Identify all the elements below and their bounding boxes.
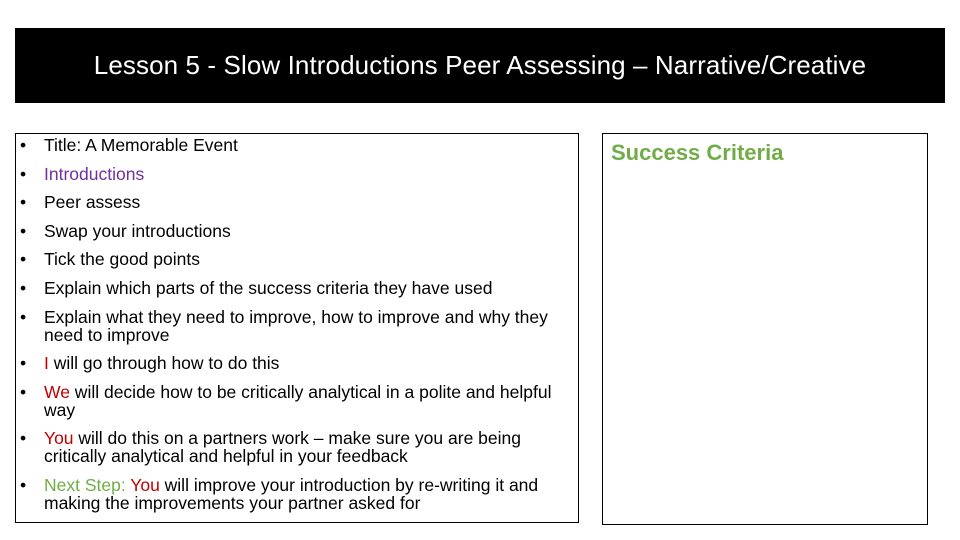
slide-title: Lesson 5 - Slow Introductions Peer Assessing – Narrative/Creative [93,50,867,80]
bullet-icon: • [20,277,27,298]
list-item-text: Tick the good points [44,249,200,270]
list-item-lead: You [130,474,160,495]
bullet-icon: • [20,428,27,449]
list-item-text: Introductions [44,163,145,184]
list-item [16,136,576,154]
bullet-icon: • [20,135,27,155]
list-item [16,383,576,419]
list-item [16,165,576,183]
lesson-steps-box [15,133,579,523]
list-item [16,279,576,297]
list-item-lead: I [44,353,49,374]
list-item-text: will improve your introduction by re-writing it and making the improvements your partner asked for [44,474,539,513]
list-item [16,250,576,268]
success-criteria-title: Success Criteria [611,140,784,165]
bullet-icon: • [20,381,27,402]
lesson-steps-list [16,136,576,523]
title-bar [15,28,945,103]
list-item [16,476,576,512]
list-item-lead-next-step: Next Step: [44,474,131,495]
list-item [16,193,576,211]
bullet-icon: • [20,474,27,495]
list-item-text: will decide how to be critically analytical in a polite and helpful way [44,381,552,420]
bullet-icon: • [20,353,27,374]
bullet-icon: • [20,192,27,213]
success-criteria-box [602,133,928,525]
list-item-text: will go through how to do this [48,353,280,374]
list-item [16,308,576,344]
bullet-icon: • [20,163,27,184]
list-item-text: Title: A Memorable Event [44,135,238,155]
list-item [16,354,576,372]
list-item-lead: You [44,428,74,449]
list-item-text: Peer assess [44,192,141,213]
bullet-icon: • [20,220,27,241]
list-item-text: Explain which parts of the success criteria they have used [44,277,493,298]
bullet-icon: • [20,249,27,270]
list-item-text: Explain what they need to improve, how to improve and why they need to improve [44,306,548,345]
list-item [16,429,576,465]
list-item-lead: We [44,381,70,402]
list-item [16,222,576,240]
list-item-text: will do this on a partners work – make sure you are being critically analytical and helpful in your feedback [44,428,521,467]
list-item-text: Swap your introductions [44,220,231,241]
bullet-icon: • [20,306,27,327]
